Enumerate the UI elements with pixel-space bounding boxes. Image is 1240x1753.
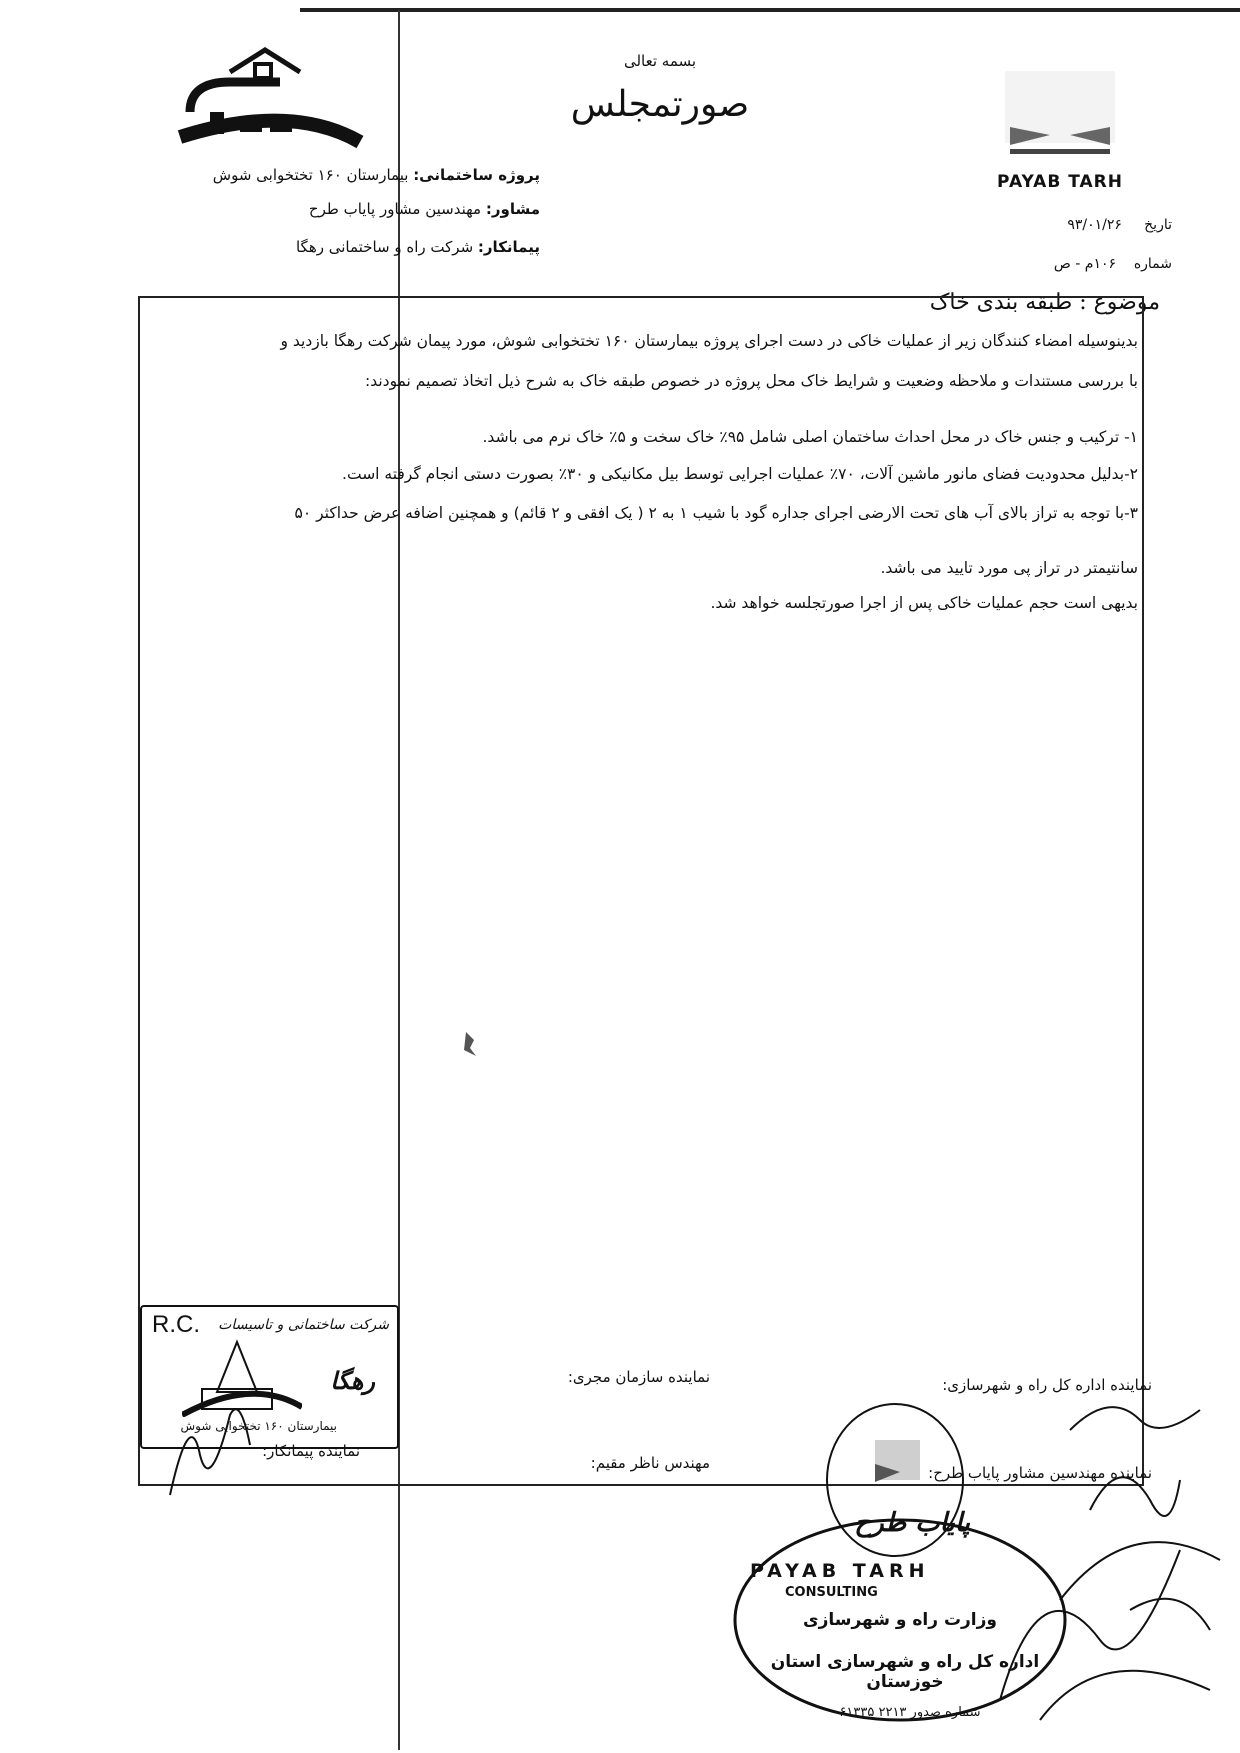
body-paragraph-line-2: با بررسی مستندات و ملاحظه وضعیت و شرایط خاک محل پروژه در خصوص طبقه خاک به شرح ذیل اتخاذ تصمیم نمودند: [365,372,1138,390]
body-item-2: ۲-بدلیل محدودیت فضای مانور ماشین آلات، ۷۰٪ عملیات اجرایی توسط بیل مکانیکی و ۳۰٪ بصورت دستی انجام گرفته است. [342,465,1138,483]
contractor-field [80,238,540,256]
contractor-stamp-name: شرکت ساختمانی و تاسیسات [218,1317,389,1333]
consultant-rep-label: نماینده مهندسین مشاور پایاب طرح: [928,1464,1152,1482]
contractor-stamp-sub: بیمارستان ۱۶۰ تختخوابی شوش [180,1419,337,1433]
body-paragraph-line-1: بدینوسیله امضاء کنندگان زیر از عملیات خاکی در دست اجرای پروژه بیمارستان ۱۶۰ تختخوابی شوش، مورد پیمان شرکت رهگا بازدید و [280,332,1138,350]
consultant-stamp-brand: پایاب طرح [854,1508,970,1538]
date-value: ۹۳/۰۱/۲۶ [1067,217,1122,233]
ministry-stamp-line-2: اداره کل راه و شهرسازی استان خوزستان [770,1652,1040,1692]
contractor-value: شرکت راه و ساختمانی رهگا [295,238,474,256]
ink-blot [460,1030,480,1058]
date-field [1022,217,1172,233]
resident-engineer-label: مهندس ناظر مقیم: [590,1454,710,1472]
consultant-stamp-latin2: CONSULTING [785,1585,878,1600]
contractor-stamp-brand: رهگا [330,1367,375,1395]
contractor-rep-label: نماینده پیمانکار: [262,1442,360,1460]
body-item-3-line-1: ۳-با توجه به تراز بالای آب های تحت الارضی اجرای جداره گود با شیب ۱ به ۲ ( یک افقی و ۲ قائم) و همچنین اضافه عرض حداکثر ۵۰ [294,504,1138,522]
top-border-line [300,8,1240,12]
bismillah: بسمه تعالی [623,52,697,70]
rahga-logo-icon [170,42,370,152]
body-item-1: ۱- ترکیب و جنس خاک در محل احداث ساختمان اصلی شامل ۹۵٪ خاک سخت و ۵٪ خاک نرم می باشد. [482,428,1138,446]
executive-rep-label: نماینده سازمان مجری: [567,1368,710,1386]
consultant-stamp-latin: PAYAB TARH [750,1560,930,1582]
project-field [80,166,540,184]
date-label: تاریخ [1144,217,1172,233]
ministry-rep-label: نماینده اداره کل راه و شهرسازی: [942,1376,1152,1394]
project-value: بیمارستان ۱۶۰ تختخوابی شوش [212,166,409,184]
contractor-signature [150,1395,270,1505]
number-label: شماره [1133,256,1172,272]
consultant-field [80,200,540,218]
project-label: پروژه ساختمانی: [413,166,540,184]
ministry-stamp-line-3: شماره صدور ۲۲۱۳ ۶۱۳۳۵ [839,1705,981,1720]
payab-tarh-logo-text: PAYAB TARH [997,172,1123,192]
consultant-label: مشاور: [485,200,540,218]
body-closing: بدیهی است حجم عملیات خاکی پس از اجرا صورتجلسه خواهد شد. [710,594,1138,612]
stamp-code: R.C. [152,1311,200,1338]
number-value: ۱۰۶م - ص [1053,256,1116,272]
subject: موضوع : طبقه بندی خاک [929,290,1160,315]
page-title: صورتمجلس [570,84,750,125]
contractor-label: پیمانکار: [477,238,540,256]
ministry-stamp-line-1: وزارت راه و شهرسازی [802,1610,997,1630]
number-field [1022,256,1172,272]
body-item-3-line-2: سانتیمتر در تراز پی مورد تایید می باشد. [880,559,1138,577]
consultant-value: مهندسین مشاور پایاب طرح [308,200,482,218]
consultant-signature [980,1520,1220,1730]
